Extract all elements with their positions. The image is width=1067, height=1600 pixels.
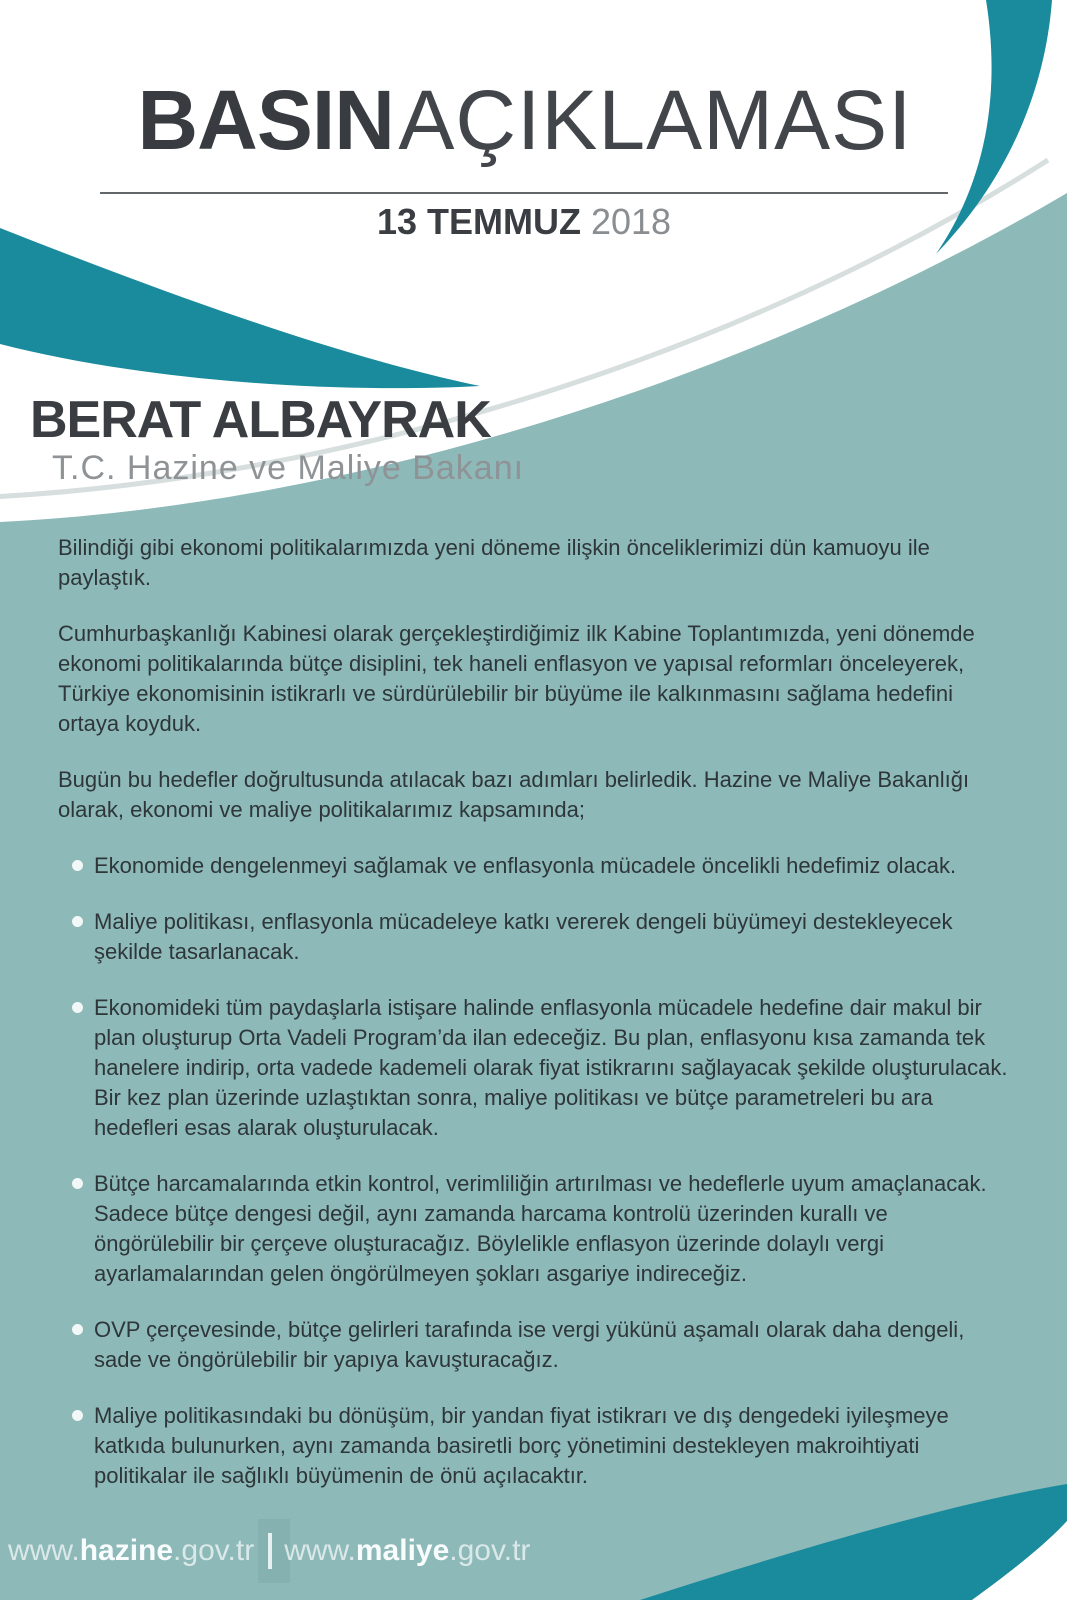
- footer-separator-bar: [268, 1533, 272, 1569]
- bullet-text: Maliye politikasındaki bu dönüşüm, bir yandan fiyat istikrarı ve dış dengedeki iyileşmeye katkıda bulunurken, aynı zamanda basiretli borç yönetimini destekleyen makroihtiyati politikalar ile sağlıklı büyümenin de önü açılacaktır.: [94, 1403, 949, 1488]
- bullet-dot-icon: [72, 1178, 83, 1189]
- title-divider-rule: [100, 192, 948, 194]
- bullet-dot-icon: [72, 860, 83, 871]
- bullet-text: Ekonomide dengelenmeyi sağlamak ve enflasyonla mücadele öncelikli hedefimiz olacak.: [94, 853, 957, 878]
- list-item: [58, 851, 1008, 881]
- author-name: BERAT ALBAYRAK: [30, 391, 491, 449]
- url-name: maliye: [355, 1534, 450, 1567]
- page-title: [100, 73, 950, 167]
- footer-urls: [8, 1528, 530, 1574]
- release-date-day-month: 13 TEMMUZ: [376, 201, 581, 242]
- hazine-url: [8, 1536, 254, 1566]
- url-prefix: www.: [8, 1534, 80, 1567]
- bullet-dot-icon: [72, 1410, 83, 1421]
- list-item: [58, 993, 1008, 1143]
- url-suffix: .gov.tr: [173, 1534, 255, 1567]
- bullet-text: OVP çerçevesinde, bütçe gelirleri tarafında ise vergi yükünü aşamalı olarak daha dengeli, sade ve öngörülebilir bir yapıya kavuşturacağız.: [94, 1317, 965, 1372]
- bullet-text: Ekonomideki tüm paydaşlarla istişare halinde enflasyonla mücadele hedefine dair makul bir plan oluşturup Orta Vadeli Program’da ilan edeceğiz. Bu plan, enflasyonu kısa zamanda tek hanelere indirip, orta vadede kademeli olarak fiyat istikrarını sağlayacak şekilde oluşturulacak. Bir kez plan üzerinde uzlaştıktan sonra, maliye politikası ve bütçe parametreleri bu ara hedefleri esas alarak oluşturulacak.: [94, 995, 1008, 1140]
- list-item: [58, 1169, 1008, 1289]
- paragraph: Bugün bu hedefler doğrultusunda atılacak bazı adımları belirledik. Hazine ve Maliye Bakanlığı olarak, ekonomi ve maliye politikalarımız kapsamında;: [58, 767, 970, 822]
- press-release-body: [58, 533, 1008, 1517]
- bullet-text: Bütçe harcamalarında etkin kontrol, verimliliğin artırılması ve hedeflerle uyum amaçlanacak. Sadece bütçe dengesi değil, aynı zamanda harcama kontrolü üzerinden kurallı ve öngörülebilir bir çerçeve oluşturacağız. Böylelikle enflasyon üzerinde dolaylı vergi ayarlamalarından gelen öngörülmeyen şokları asgariye indireceğiz.: [94, 1171, 987, 1286]
- teal-band-left: [0, 228, 480, 388]
- maliye-url: [284, 1536, 530, 1566]
- bullet-text: Maliye politikası, enflasyonla mücadeleye katkı vererek dengeli büyümeyi destekleyecek şekilde tasarlanacak.: [94, 909, 953, 964]
- bullet-dot-icon: [72, 1002, 83, 1013]
- bullet-dot-icon: [72, 1324, 83, 1335]
- release-date: [100, 201, 948, 242]
- paragraph: Cumhurbaşkanlığı Kabinesi olarak gerçekleştirdiğimiz ilk Kabine Toplantımızda, yeni dönemde ekonomi politikalarında bütçe disiplini, tek haneli enflasyon ve yapısal reformları önceleyerek, Türkiye ekonomisinin istikrarlı ve sürdürülebilir bir büyüme ile kalkınmasını sağlama hedefini ortaya koyduk.: [58, 621, 975, 736]
- list-item: [58, 907, 1008, 967]
- list-item: [58, 1401, 1008, 1491]
- policy-bullet-list: [58, 851, 1008, 1491]
- url-prefix: www.: [284, 1534, 356, 1567]
- list-item: [58, 1315, 1008, 1375]
- release-date-year: 2018: [590, 201, 672, 242]
- paragraph: Bilindiği gibi ekonomi politikalarımızda yeni döneme ilişkin önceliklerimizi dün kamuoyu ile paylaştık.: [58, 535, 930, 590]
- bullet-dot-icon: [72, 916, 83, 927]
- title-word-basin: BASIN: [137, 73, 394, 167]
- author-role: T.C. Hazine ve Maliye Bakanı: [52, 449, 525, 487]
- url-suffix: .gov.tr: [449, 1534, 531, 1567]
- url-name: hazine: [79, 1534, 174, 1567]
- title-word-aciklamasi: AÇIKLAMASI: [398, 73, 913, 167]
